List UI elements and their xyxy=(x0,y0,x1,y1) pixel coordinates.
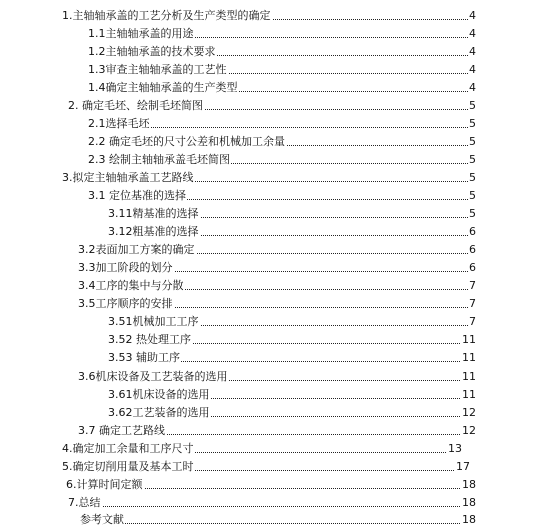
toc-entry-title: 2. 确定毛坯、绘制毛坯简图 xyxy=(68,99,203,112)
toc-entry-page: 4 xyxy=(469,9,476,22)
toc-entry-title: 3.62工艺装备的选用 xyxy=(108,406,210,419)
toc-entry-title: 5.确定切削用量及基本工时 xyxy=(62,460,194,473)
toc-entry-title: 3.61机床设备的选用 xyxy=(108,388,210,401)
toc-entry[interactable] xyxy=(62,8,476,24)
toc-entry-title: 1.4确定主轴轴承盖的生产类型 xyxy=(88,81,238,94)
toc-entry[interactable] xyxy=(108,224,476,240)
toc-entry-page: 5 xyxy=(469,153,476,166)
toc-entry[interactable] xyxy=(78,242,476,258)
toc-entry[interactable] xyxy=(88,80,476,96)
toc-entry-page: 6 xyxy=(469,261,476,274)
toc-entry-page: 5 xyxy=(469,117,476,130)
toc-entry[interactable] xyxy=(62,441,462,457)
toc-entry-page: 6 xyxy=(469,225,476,238)
toc-entry[interactable] xyxy=(78,260,476,276)
toc-entry-title: 7.总结 xyxy=(68,496,101,509)
toc-entry-page: 5 xyxy=(469,207,476,220)
toc-leader-dots xyxy=(80,523,476,524)
toc-entry[interactable] xyxy=(108,332,476,348)
toc-entry[interactable] xyxy=(88,116,476,132)
toc-entry-title: 参考文献 xyxy=(80,513,124,526)
toc-entry[interactable] xyxy=(108,206,476,222)
toc-entry[interactable] xyxy=(68,98,476,114)
toc-entry[interactable] xyxy=(88,134,476,150)
toc-entry[interactable] xyxy=(62,170,476,186)
toc-entry[interactable] xyxy=(88,152,476,168)
toc-entry[interactable] xyxy=(78,369,476,385)
toc-entry-title: 3.拟定主轴轴承盖工艺路线 xyxy=(62,171,194,184)
toc-entry-page: 13 xyxy=(448,442,462,455)
toc-entry-page: 7 xyxy=(469,279,476,292)
toc-entry-title: 3.52 热处理工序 xyxy=(108,333,191,346)
toc-entry[interactable] xyxy=(78,423,476,439)
toc-entry[interactable] xyxy=(78,278,476,294)
toc-entry-page: 7 xyxy=(469,297,476,310)
toc-entry-page: 4 xyxy=(469,45,476,58)
toc-entry-title: 1.主轴轴承盖的工艺分析及生产类型的确定 xyxy=(62,9,271,22)
toc-entry-title: 3.11精基准的选择 xyxy=(108,207,199,220)
toc-entry-page: 5 xyxy=(469,99,476,112)
toc-entry-title: 2.3 绘制主轴轴承盖毛坯简图 xyxy=(88,153,230,166)
toc-entry-page: 18 xyxy=(462,478,476,491)
toc-entry-page: 4 xyxy=(469,27,476,40)
toc-entry-page: 11 xyxy=(462,388,476,401)
toc-entry-page: 5 xyxy=(469,171,476,184)
toc-entry[interactable] xyxy=(88,44,476,60)
toc-entry[interactable] xyxy=(108,387,476,403)
toc-entry[interactable] xyxy=(66,477,476,493)
toc-entry-page: 18 xyxy=(462,513,476,526)
toc-entry-page: 5 xyxy=(469,135,476,148)
toc-entry-page: 11 xyxy=(462,351,476,364)
toc-entry-title: 3.1 定位基准的选择 xyxy=(88,189,186,202)
toc-entry-title: 4.确定加工余量和工序尺寸 xyxy=(62,442,194,455)
toc-entry-page: 12 xyxy=(462,406,476,419)
toc-entry-page: 4 xyxy=(469,81,476,94)
toc-entry-title: 3.5工序顺序的安排 xyxy=(78,297,173,310)
toc-entry-title: 2.2 确定毛坯的尺寸公差和机械加工余量 xyxy=(88,135,285,148)
toc-entry-page: 17 xyxy=(456,460,470,473)
toc-entry[interactable] xyxy=(108,405,476,421)
toc-entry-page: 5 xyxy=(469,189,476,202)
toc-entry[interactable] xyxy=(80,512,476,528)
toc-entry-page: 6 xyxy=(469,243,476,256)
toc-entry-page: 4 xyxy=(469,63,476,76)
toc-entry-page: 12 xyxy=(462,424,476,437)
toc-leader-dots xyxy=(68,506,476,507)
toc-entry-title: 1.2主轴轴承盖的技术要求 xyxy=(88,45,216,58)
toc-entry-page: 11 xyxy=(462,370,476,383)
toc-entry-title: 3.3加工阶段的划分 xyxy=(78,261,173,274)
toc-entry[interactable] xyxy=(88,26,476,42)
toc-entry[interactable] xyxy=(88,62,476,78)
toc-entry-page: 18 xyxy=(462,496,476,509)
toc-entry[interactable] xyxy=(88,188,476,204)
toc-entry-title: 3.53 辅助工序 xyxy=(108,351,180,364)
toc-entry-page: 7 xyxy=(469,315,476,328)
toc-entry-page: 11 xyxy=(462,333,476,346)
toc-entry-title: 3.4工序的集中与分散 xyxy=(78,279,184,292)
toc-entry[interactable] xyxy=(108,314,476,330)
toc-entry-title: 3.12粗基准的选择 xyxy=(108,225,199,238)
toc-entry[interactable] xyxy=(62,459,470,475)
toc-entry-title: 1.3审查主轴轴承盖的工艺性 xyxy=(88,63,227,76)
toc-entry-title: 1.1主轴轴承盖的用途 xyxy=(88,27,194,40)
toc-entry-title: 6.计算时间定额 xyxy=(66,478,143,491)
toc-entry-title: 3.7 确定工艺路线 xyxy=(78,424,165,437)
toc-entry-title: 3.2表面加工方案的确定 xyxy=(78,243,195,256)
toc-entry[interactable] xyxy=(108,350,476,366)
toc-entry-title: 2.1选择毛坯 xyxy=(88,117,150,130)
toc-entry[interactable] xyxy=(68,495,476,511)
toc-entry-title: 3.6机床设备及工艺装备的选用 xyxy=(78,370,228,383)
toc-entry-title: 3.51机械加工工序 xyxy=(108,315,199,328)
toc-entry[interactable] xyxy=(78,296,476,312)
